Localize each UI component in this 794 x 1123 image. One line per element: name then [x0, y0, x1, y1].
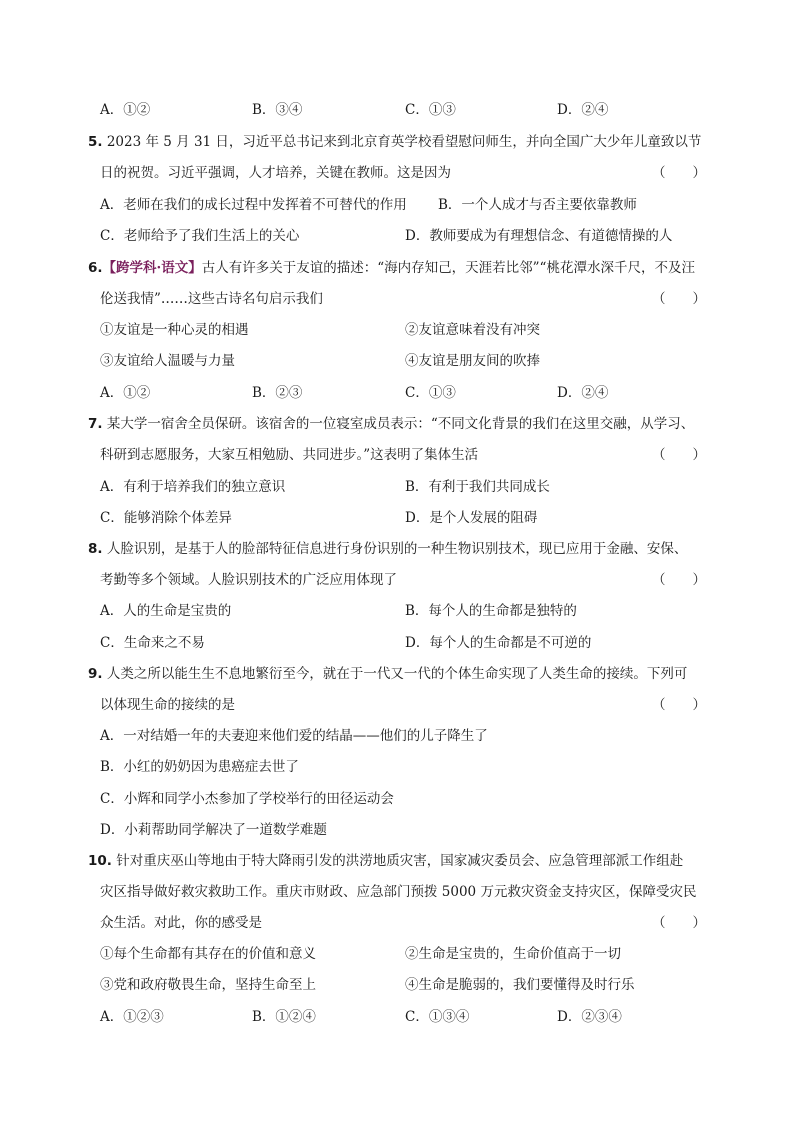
q4-option-b[interactable]: B．③④ — [252, 102, 303, 118]
q9-answer-paren[interactable]: （ ） — [652, 697, 706, 713]
q4-option-c[interactable]: C．①③ — [405, 102, 456, 118]
q6-option-d[interactable]: D．②④ — [557, 385, 609, 401]
q9-number: 9. — [88, 666, 103, 682]
q10-option-c[interactable]: C．①③④ — [405, 1009, 470, 1025]
q5-option-d[interactable]: D．教师要成为有理想信念、有道德情操的人 — [405, 228, 673, 244]
q10-statement-1: ①每个生命都有其存在的价值和意义 — [100, 946, 316, 962]
q8-option-a[interactable]: A．人的生命是宝贵的 — [100, 603, 232, 619]
q5-option-c[interactable]: C．老师给予了我们生活上的关心 — [100, 228, 300, 244]
q4-option-a[interactable]: A．①② — [100, 102, 151, 118]
q10-option-b[interactable]: B．①②④ — [252, 1009, 316, 1025]
q5-number: 5. — [88, 134, 103, 150]
q9-option-b[interactable]: B．小红的奶奶因为患癌症去世了 — [100, 759, 299, 775]
q6-answer-paren[interactable]: （ ） — [652, 291, 706, 307]
q6-subject-tag: 【跨学科·语文】 — [102, 260, 202, 276]
q9-stem-line-2: 以体现生命的接续的是 — [100, 697, 235, 713]
q5-option-b[interactable]: B．一个人成才与否主要依靠教师 — [438, 197, 637, 213]
q7-answer-paren[interactable]: （ ） — [652, 447, 706, 463]
q6-statement-3: ③友谊给人温暖与力量 — [100, 353, 235, 369]
q7-option-a[interactable]: A．有利于培养我们的独立意识 — [100, 479, 286, 495]
q10-option-a[interactable]: A．①②③ — [100, 1009, 164, 1025]
q9-stem-line-1 — [88, 664, 688, 684]
q7-number: 7. — [88, 416, 103, 432]
q10-number: 10. — [88, 853, 112, 869]
q10-answer-paren[interactable]: （ ） — [652, 915, 706, 931]
q8-stem-line-2: 考勤等多个领域。人脸识别技术的广泛应用体现了 — [100, 572, 397, 588]
q8-option-c[interactable]: C．生命来之不易 — [100, 635, 205, 651]
q5-stem-line-2: 日的祝贺。习近平强调，人才培养，关键在教师。这是因为 — [100, 165, 451, 181]
q7-option-b[interactable]: B．有利于我们共同成长 — [405, 479, 550, 495]
q6-option-b[interactable]: B．②③ — [252, 385, 303, 401]
q10-statement-4: ④生命是脆弱的，我们要懂得及时行乐 — [405, 977, 635, 993]
q5-answer-paren[interactable]: （ ） — [652, 165, 706, 181]
q10-stem-line-3: 众生活。对此，你的感受是 — [100, 915, 262, 931]
q5-option-a[interactable]: A．老师在我们的成长过程中发挥着不可替代的作用 — [100, 197, 407, 213]
q6-number: 6. — [88, 260, 103, 276]
q8-answer-paren[interactable]: （ ） — [652, 572, 706, 588]
q6-stem-text-1: 古人有许多关于友谊的描述：“海内存知己，天涯若比邻”“桃花潭水深千尺，不及汪 — [201, 260, 695, 276]
q10-option-d[interactable]: D．②③④ — [557, 1009, 622, 1025]
q6-stem-line-1 — [88, 258, 695, 278]
q8-number: 8. — [88, 541, 103, 557]
q8-option-d[interactable]: D．每个人的生命都是不可逆的 — [405, 635, 592, 651]
q10-statement-3: ③党和政府敬畏生命，坚持生命至上 — [100, 977, 316, 993]
q9-option-c[interactable]: C．小辉和同学小杰参加了学校举行的田径运动会 — [100, 791, 394, 807]
q7-option-c[interactable]: C．能够消除个体差异 — [100, 510, 232, 526]
q7-stem-text-1: 某大学一宿舍全员保研。该宿舍的一位寝室成员表示：“不同文化背景的我们在这里交融，从学习、 — [106, 416, 695, 432]
q9-stem-text-1: 人类之所以能生生不息地繁衍至今，就在于一代又一代的个体生命实现了人类生命的接续。下列可 — [106, 666, 688, 682]
q7-option-d[interactable]: D．是个人发展的阻碍 — [405, 510, 538, 526]
q6-option-c[interactable]: C．①③ — [405, 385, 456, 401]
q7-stem-line-1 — [88, 414, 695, 434]
q6-statement-1: ①友谊是一种心灵的相遇 — [100, 322, 249, 338]
q10-statement-2: ②生命是宝贵的，生命价值高于一切 — [405, 946, 621, 962]
q8-stem-text-1: 人脸识别，是基于人的脸部特征信息进行身份识别的一种生物识别技术，现已应用于金融、安保、 — [106, 541, 688, 557]
q10-stem-line-1 — [88, 851, 688, 871]
q9-option-d[interactable]: D．小莉帮助同学解决了一道数学难题 — [100, 822, 327, 838]
q10-stem-line-2: 灾区指导做好救灾救助工作。重庆市财政、应急部门预拨 5000 万元救灾资金支持灾区，保障受灾民 — [100, 884, 697, 900]
q9-option-a[interactable]: A．一对结婚一年的夫妻迎来他们爱的结晶——他们的儿子降生了 — [100, 728, 488, 744]
q6-stem-line-2: 伦送我情”……这些古诗名句启示我们 — [100, 291, 323, 307]
q6-statement-4: ④友谊是朋友间的吹捧 — [405, 353, 540, 369]
q6-statement-2: ②友谊意味着没有冲突 — [405, 322, 540, 338]
q5-stem-line-1 — [88, 132, 702, 152]
q4-option-d[interactable]: D．②④ — [557, 102, 609, 118]
q8-option-b[interactable]: B．每个人的生命都是独特的 — [405, 603, 577, 619]
q7-stem-line-2: 科研到志愿服务，大家互相勉励、共同进步。”这表明了集体生活 — [100, 447, 479, 463]
q5-stem-text-1: 2023 年 5 月 31 日，习近平总书记来到北京育英学校看望慰问师生，并向全国广大少年儿童致以节 — [106, 134, 702, 150]
q10-stem-text-1: 针对重庆巫山等地由于特大降雨引发的洪涝地质灾害，国家减灾委员会、应急管理部派工作组赴 — [116, 853, 684, 869]
q8-stem-line-1 — [88, 539, 688, 559]
q6-option-a[interactable]: A．①② — [100, 385, 151, 401]
